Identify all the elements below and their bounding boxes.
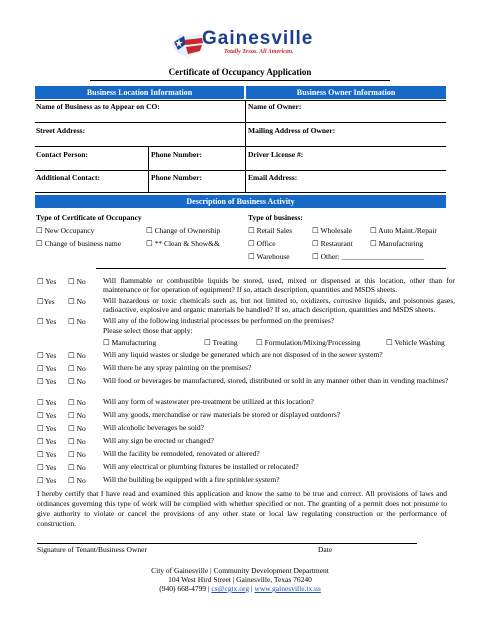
q2-yes-checkbox[interactable]: ☐Yes bbox=[37, 297, 55, 306]
question-4: Will any liquid wastes or sludge be generated which are not disposed of in the sewer system? bbox=[103, 350, 383, 359]
logo-tagline: Totally Texas. All American. bbox=[224, 49, 294, 55]
q5-no-checkbox[interactable]: ☐ No bbox=[68, 364, 86, 373]
grid-line bbox=[35, 170, 446, 171]
q7-no-checkbox[interactable]: ☐ No bbox=[68, 398, 86, 407]
q10-no-checkbox[interactable]: ☐ No bbox=[68, 437, 86, 446]
email-address-field[interactable]: Email Address: bbox=[248, 173, 298, 182]
q13-yes-checkbox[interactable]: ☐ Yes bbox=[37, 476, 57, 485]
signature-label: Signature of Tenant/Business Owner bbox=[37, 545, 147, 554]
q5-yes-checkbox[interactable]: ☐ Yes bbox=[37, 364, 57, 373]
question-12: Will any electrical or plumbing fixtures be installed or relocated? bbox=[103, 462, 299, 471]
question-3: Will any of the following industrial processes be performed on the premises? bbox=[103, 316, 335, 325]
question-11: Will the facility be remodeled, renovated or altered? bbox=[103, 449, 260, 458]
q1-no-checkbox[interactable]: ☐ No bbox=[68, 277, 86, 286]
grid-line bbox=[35, 122, 446, 123]
q10-yes-checkbox[interactable]: ☐ Yes bbox=[37, 437, 57, 446]
footer-department: City of Gainesville | Community Development Department bbox=[151, 566, 329, 575]
biz-retail-checkbox[interactable]: ☐ Retail Sales bbox=[248, 226, 293, 235]
co-change-name-checkbox[interactable]: ☐ Change of business name bbox=[36, 239, 122, 248]
biz-office-checkbox[interactable]: ☐ Office bbox=[248, 239, 276, 248]
biz-restaurant-checkbox[interactable]: ☐ Restaurant bbox=[312, 239, 353, 248]
q2-no-checkbox[interactable]: ☐ No bbox=[68, 297, 86, 306]
question-6: Will food or beverages be manufactured, stored, distributed or sold in any manner other than in vending machines? bbox=[103, 376, 449, 385]
q12-no-checkbox[interactable]: ☐ No bbox=[68, 463, 86, 472]
question-2: Will hazardous or toxic chemicals such as, but not limited to, oxidizers, corrosive liquids, and poisonous gases, radioactive, explosive and organic materials be handled? If so, attach description, quantities and MSDS sheets. bbox=[103, 296, 455, 314]
q6-yes-checkbox[interactable]: ☐ Yes bbox=[37, 377, 57, 386]
question-8: Will any goods, merchandise or raw materials be stored or displayed outdoors? bbox=[103, 410, 341, 419]
q1-yes-checkbox[interactable]: ☐ Yes bbox=[37, 277, 57, 286]
grid-line bbox=[35, 100, 446, 101]
business-type-label: Type of business: bbox=[248, 213, 303, 222]
process-formulation-checkbox[interactable]: ☐ Formulation/Mixing/Processing bbox=[256, 338, 361, 347]
co-change-ownership-checkbox[interactable]: ☐ Change of Ownership bbox=[146, 226, 221, 235]
process-note: Please select those that apply: bbox=[103, 326, 193, 335]
q11-yes-checkbox[interactable]: ☐ Yes bbox=[37, 450, 57, 459]
q3-yes-checkbox[interactable]: ☐ Yes bbox=[37, 317, 57, 326]
q11-no-checkbox[interactable]: ☐ No bbox=[68, 450, 86, 459]
section-header-location: Business Location Information bbox=[35, 86, 244, 99]
grid-line bbox=[35, 192, 446, 193]
section-header-activity: Description of Business Activity bbox=[35, 195, 446, 208]
co-new-occupancy-checkbox[interactable]: ☐ New Occupancy bbox=[36, 226, 95, 235]
owner-name-field[interactable]: Name of Owner: bbox=[248, 102, 302, 111]
co-type-label: Type of Certificate of Occupancy bbox=[36, 213, 142, 222]
certification-text: I hereby certify that I have read and examined this application and know the same to be true and correct. All provisions of laws and ordinances governing this type of work will be complied with whether specified or not. The granting of a permit does not presume to give authority to violate or cancel the provisions of any other state or local law regulating construction or the performance of construction. bbox=[37, 489, 447, 528]
process-treating-checkbox[interactable]: ☐ Treating bbox=[204, 338, 238, 347]
contact-person-field[interactable]: Contact Person: bbox=[36, 150, 88, 159]
driver-license-field[interactable]: Driver License #: bbox=[248, 150, 304, 159]
title-rule bbox=[90, 80, 390, 81]
q13-no-checkbox[interactable]: ☐ No bbox=[68, 476, 86, 485]
question-9: Will alcoholic beverages be sold? bbox=[103, 423, 204, 432]
question-10: Will any sign be erected or changed? bbox=[103, 436, 214, 445]
biz-manufacturing-checkbox[interactable]: ☐ Manufacturing bbox=[370, 239, 424, 248]
additional-contact-field[interactable]: Additional Contact: bbox=[36, 173, 100, 182]
grid-divider bbox=[245, 100, 246, 192]
process-manufacturing-checkbox[interactable]: ☐ Manufacturing bbox=[103, 338, 157, 347]
q4-yes-checkbox[interactable]: ☐ Yes bbox=[37, 351, 57, 360]
q6-no-checkbox[interactable]: ☐ No bbox=[68, 377, 86, 386]
q8-no-checkbox[interactable]: ☐ No bbox=[68, 411, 86, 420]
footer-contact bbox=[0, 584, 480, 593]
q8-yes-checkbox[interactable]: ☐ Yes bbox=[37, 411, 57, 420]
phone-number-field[interactable]: Phone Number: bbox=[151, 150, 203, 159]
q4-no-checkbox[interactable]: ☐ No bbox=[68, 351, 86, 360]
footer-email-link[interactable]: cs@cgtx.org bbox=[211, 584, 250, 593]
footer-address: 104 West Hird Street | Gainesville, Texas 76240 bbox=[168, 575, 312, 584]
question-13: Will the building be equipped with a fire sprinkler system? bbox=[103, 475, 280, 484]
q7-yes-checkbox[interactable]: ☐ Yes bbox=[37, 398, 57, 407]
mailing-address-field[interactable]: Mailing Address of Owner: bbox=[248, 126, 336, 135]
footer-separator: | bbox=[251, 584, 253, 593]
phone-number-2-field[interactable]: Phone Number: bbox=[151, 173, 203, 182]
biz-auto-checkbox[interactable]: ☐ Auto Maint./Repair bbox=[370, 226, 437, 235]
texas-flag-logo-icon bbox=[170, 30, 206, 60]
q3-no-checkbox[interactable]: ☐ No bbox=[68, 317, 86, 326]
biz-other-checkbox[interactable]: ☐ Other: ______________________ bbox=[312, 252, 425, 261]
co-clean-show-checkbox[interactable]: ☐ ** Clean & Show&& bbox=[146, 239, 220, 248]
date-label: Date bbox=[318, 545, 333, 554]
footer-phone: (940) 668-4799 | bbox=[159, 584, 210, 593]
street-address-field[interactable]: Street Address: bbox=[36, 126, 86, 135]
question-7: Will any form of wastewater pre-treatment be utilized at this location? bbox=[103, 397, 314, 406]
divider-line bbox=[96, 268, 446, 269]
page-title: Certificate of Occupancy Application bbox=[168, 67, 312, 77]
business-name-field[interactable]: Name of Business as to Appear on CO: bbox=[36, 102, 160, 111]
biz-warehouse-checkbox[interactable]: ☐ Warehouse bbox=[248, 252, 290, 261]
footer-website-link[interactable]: www.gainesville.tx.us bbox=[254, 584, 321, 593]
question-5: Will there be any spray painting on the premises? bbox=[103, 363, 252, 372]
process-vehicle-washing-checkbox[interactable]: ☐ Vehicle Washing bbox=[386, 338, 445, 347]
signature-line[interactable] bbox=[37, 543, 417, 544]
q12-yes-checkbox[interactable]: ☐ Yes bbox=[37, 463, 57, 472]
grid-line bbox=[35, 146, 446, 147]
grid-divider bbox=[148, 146, 149, 192]
question-1: Will flammable or combustible liquids be stored, used, mixed or dispensed at this location, other than for maintenance or for operation of equipment? If so, attach description, quantities and MSDS sheets. bbox=[103, 276, 455, 294]
section-header-owner: Business Owner Information bbox=[246, 86, 446, 99]
logo-wordmark: Gainesville bbox=[202, 28, 314, 49]
q9-yes-checkbox[interactable]: ☐ Yes bbox=[37, 424, 57, 433]
q9-no-checkbox[interactable]: ☐ No bbox=[68, 424, 86, 433]
biz-wholesale-checkbox[interactable]: ☐ Wholesale bbox=[312, 226, 353, 235]
